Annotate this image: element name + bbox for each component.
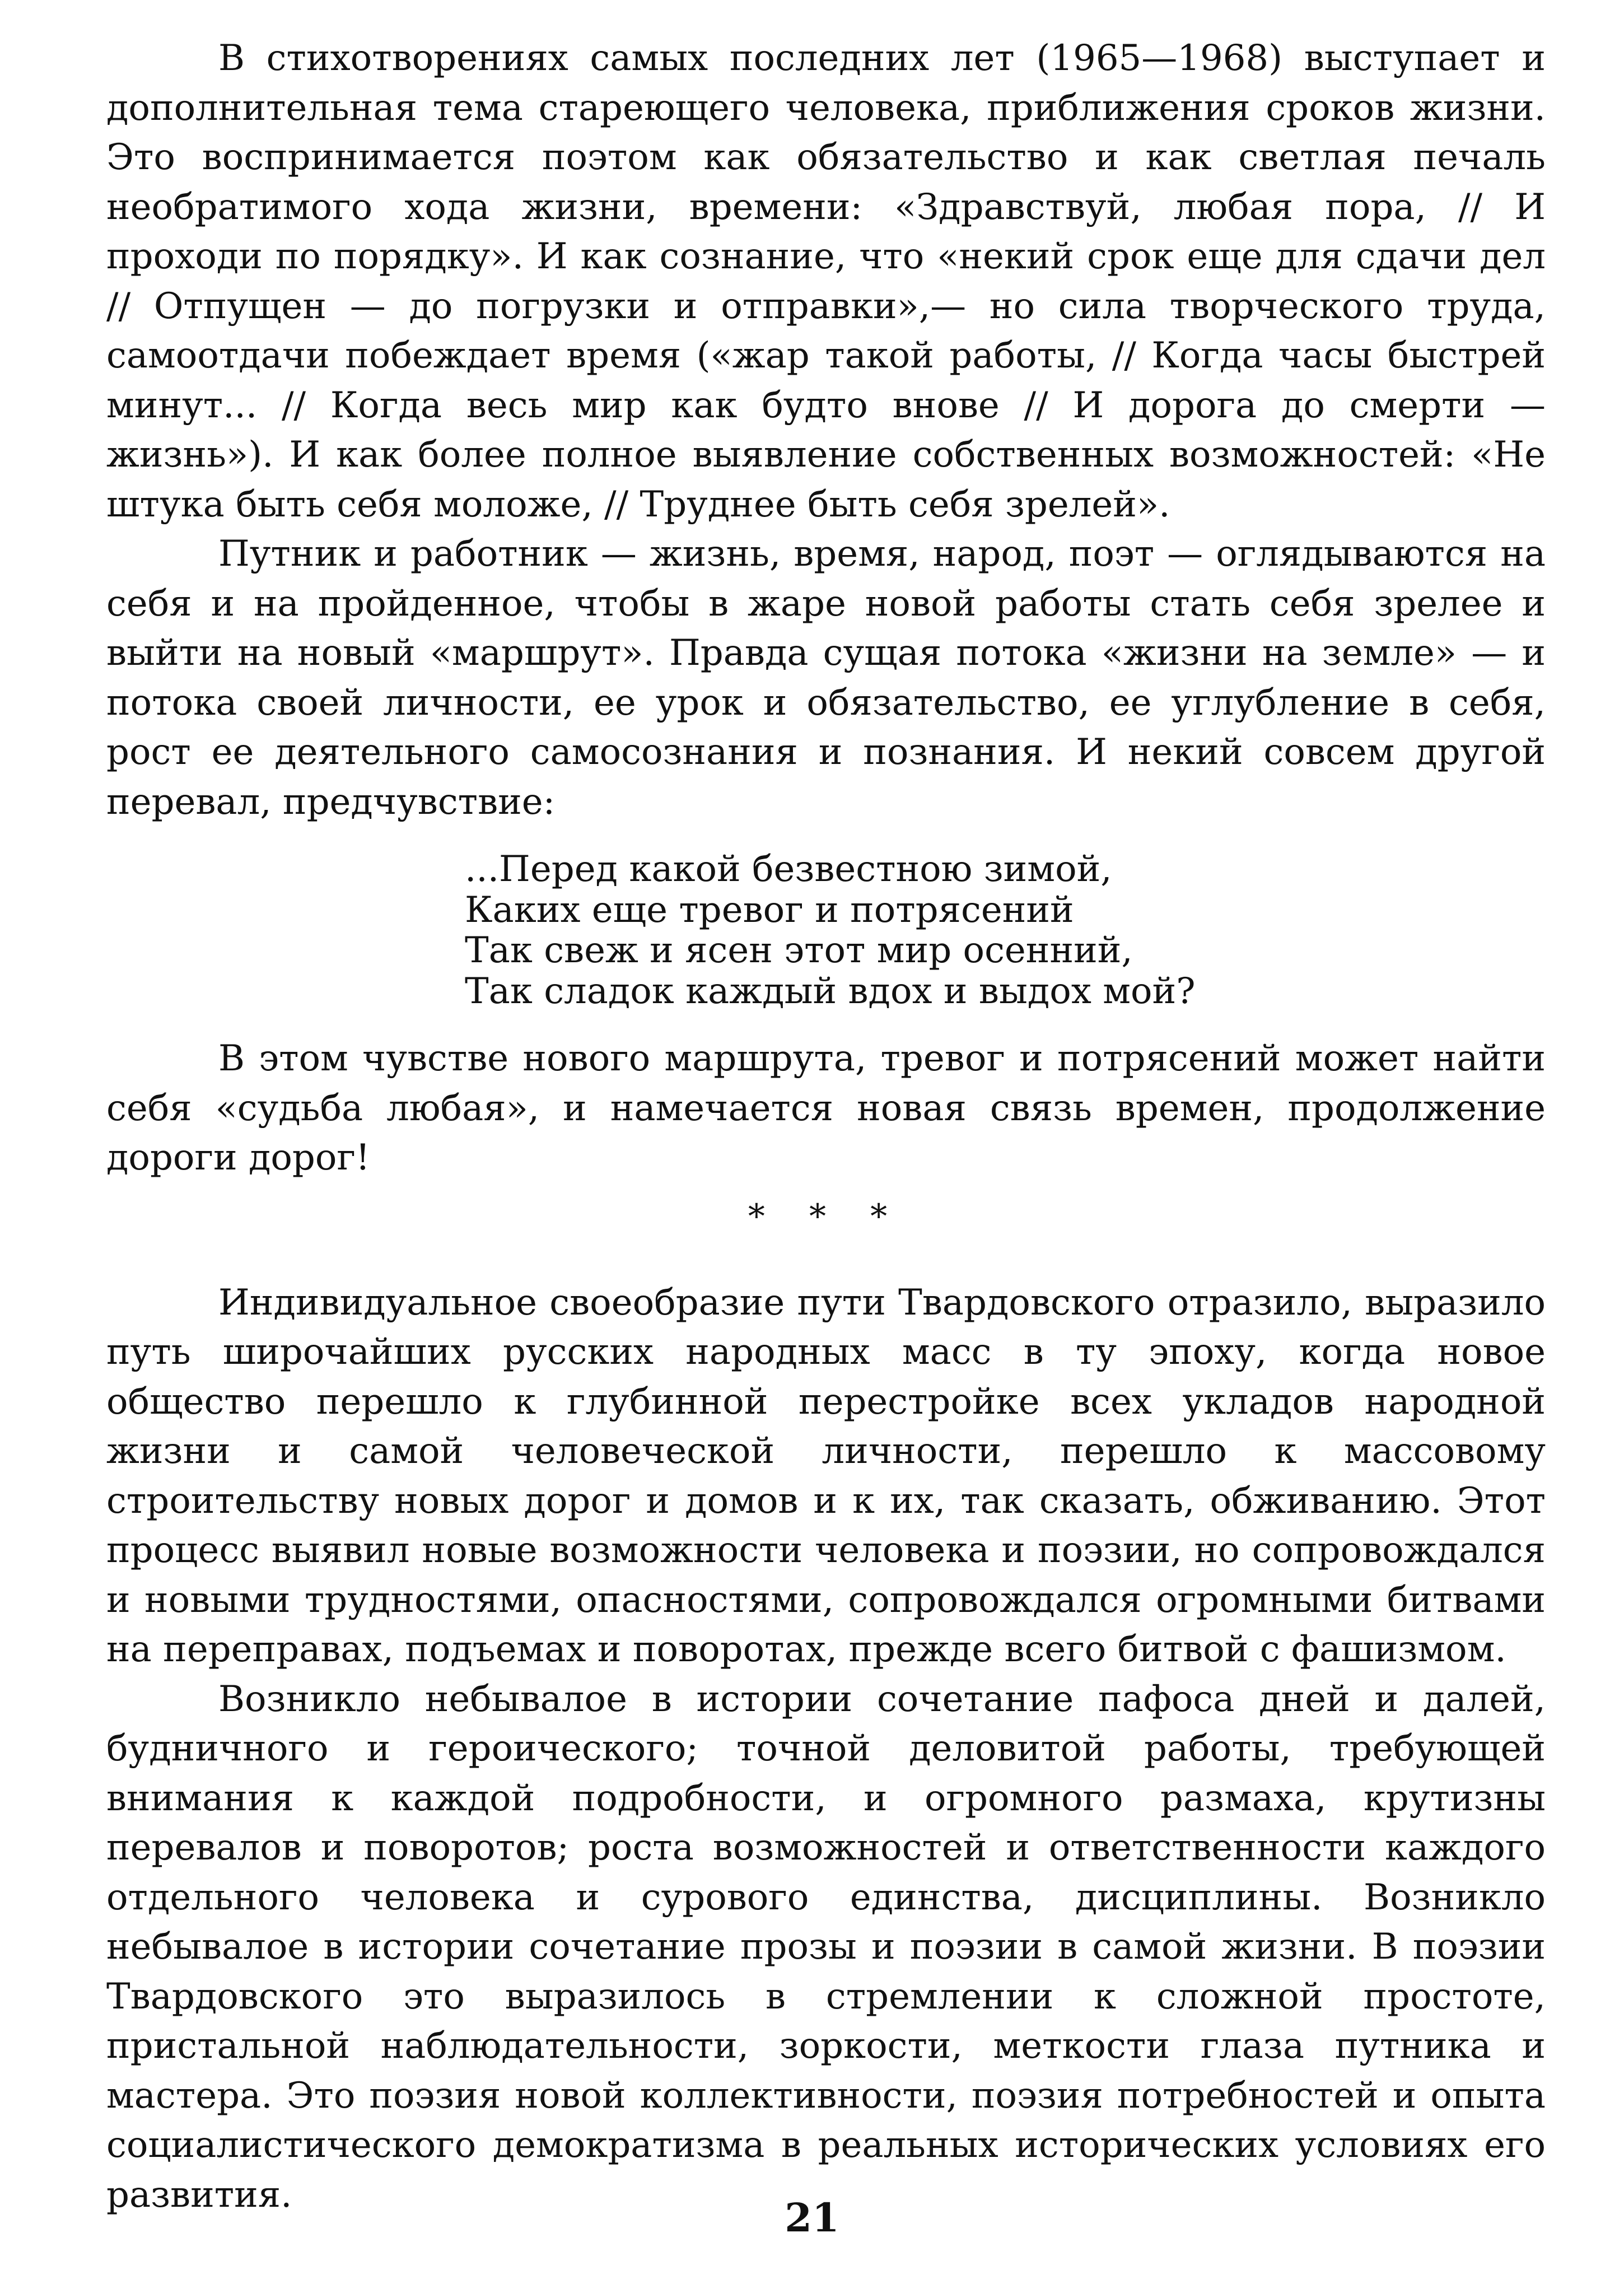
paragraph-unprecedented-combination: Возникло небывалое в истории сочетание пафоса дней и далей, будничного и героического; точной деловитой работы, требующей внимания к каждой подробности, и огромного размаха, крутизны перевалов и поворотов; роста возможностей и ответственности каждого отдельного человека и сурового единства, дисциплины. Возникло небывалое в истории сочетание прозы и поэзии в самой жизни. В поэзии Твардовского это выразилось в стремлении к сложной простоте, пристальной наблюдательности, зоркости, меткости глаза путника и мастера. Это поэзия новой коллективности, поэзия потребностей и опыта социалистического демократизма в реальных исторических условиях его развития. bbox=[106, 1678, 1546, 2216]
paragraph-individual-path: Индивидуальное своеобразие пути Твардовского отразило, выразило путь широчайших русских народных масс в ту эпоху, когда новое общество перешло к глубинной перестройке всех укладов народной жизни и самой человеческой личности, перешло к массовому строительству новых дорог и домов и к их, так сказать, обживанию. Этот процесс выявил новые возможности человека и поэзии, но сопровождался и новыми трудностями, опасностями, сопровождался огромными битвами на переправах, подъемах и поворотах, прежде всего битвой с фашизмом. bbox=[106, 1281, 1546, 1670]
paragraph-new-route: В этом чувстве нового маршрута, тревог и потрясений может найти себя «судьба любая», и намечается новая связь времен, продолжение дороги дорог! bbox=[106, 1038, 1546, 1178]
paragraph-late-poems: В стихотворениях самых последних лет (1965—1968) выступает и дополнительная тема стареющего человека, приближения сроков жизни. Это воспринимается поэтом как обязательство и как светлая печаль необратимого хода жизни, времени: «Здравствуй, любая пора, // И проходи по порядку». И как сознание, что «некий срок еще для сдачи дел // Отпущен — до погрузки и отправки»,— но сила творческого труда, самоотдачи побеждает время («жар такой работы, // Когда часы быстрей минут... // Когда весь мир как будто внове // И дорога до смерти — жизнь»). И как более полное выявление собственных возможностей: «Не штука быть себя моложе, // Труднее быть себя зрелей». bbox=[106, 38, 1546, 525]
poem-line: Так сладок каждый вдох и выдох мой? bbox=[465, 970, 1196, 1012]
page-number: 21 bbox=[785, 2194, 839, 2241]
page-body bbox=[106, 34, 1546, 2220]
poem-line: ...Перед какой безвестною зимой, bbox=[465, 849, 1112, 890]
section-separator: * * * bbox=[748, 1196, 904, 1236]
poem-quote bbox=[465, 849, 1546, 1012]
paragraph-traveler-worker: Путник и работник — жизнь, время, народ, поэт — оглядываются на себя и на пройденное, чтобы в жаре новой работы стать себя зрелее и выйти на новый «маршрут». Правда сущая потока «жизни на земле» — и потока своей личности, ее урок и обязательство, ее углубление в себя, рост ее деятельного самосознания и познания. И некий совсем другой перевал, предчувствие: bbox=[106, 533, 1546, 823]
poem-line: Каких еще тревог и потрясений bbox=[465, 889, 1074, 931]
poem-line: Так свеж и ясен этот мир осенний, bbox=[465, 930, 1133, 971]
